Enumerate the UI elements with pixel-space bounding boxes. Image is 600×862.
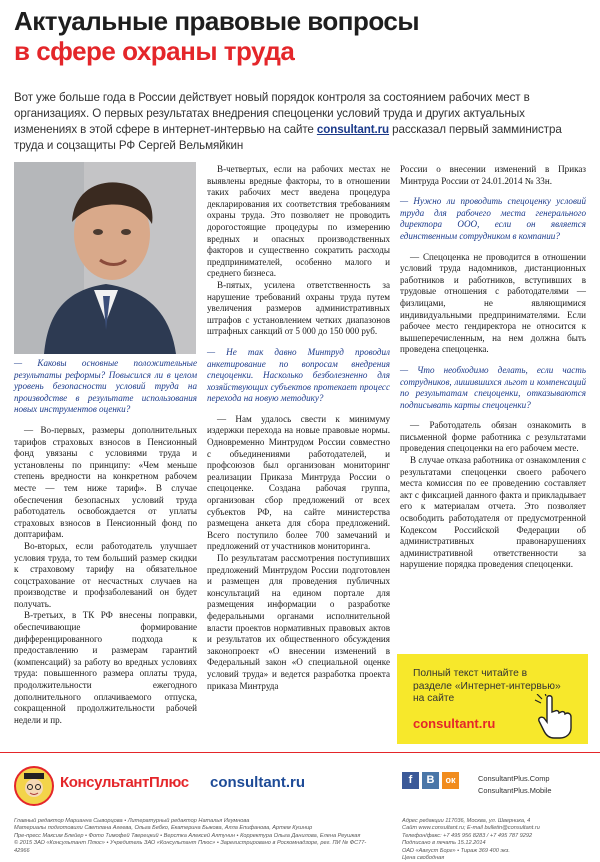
lead-text: Вот уже больше года в России действует новый порядок контроля за состоянием рабочих мест в организациях. О первых результатах внедрения спецоценки условий труда и других актуальных изменениях в этой сфере в интернет-интервью на сайте	[14, 91, 530, 136]
promo-link[interactable]: consultant.ru	[413, 716, 496, 731]
contact-line: Цена свободная	[402, 855, 445, 862]
brand-name: КонсультантПлюс	[60, 774, 189, 791]
answer-paragraph: В-третьих, в ТК РФ внесены поправки, обеспечивающие формирование дифференцированного подхода к предоставлению и размерам гарантий (компенсаций) за работу во вредных условиях труда: повышенного размера оплаты труда, продолжительности ежегодного дополнительного оплачиваемого отпуска, сокращенной продолжительности рабочей недели и пр.	[14, 610, 197, 725]
odnoklassniki-icon[interactable]: ок	[442, 772, 459, 789]
interviewee-photo	[14, 162, 196, 354]
question-1: — Каковы основные положительные результаты реформы? Повысился ли в целом уровень безопасности условий труда на производстве в результате использования новых инструментов оценки?	[14, 358, 197, 415]
question-3: — Нужно ли проводить спецоценку условий труда для рабочего места генерального директора ООО, если он является единственным сотрудником в компании?	[400, 196, 586, 241]
column-2	[207, 164, 390, 692]
answer-paragraph: Во-вторых, если работодатель улучшает условия труда, то тем больший размер скидки к страховому тарифу на обязательное соцстрахование от несчастных случаев на производстве и профзаболеваний он будет получать.	[14, 540, 197, 609]
continued-paragraph: России о внесении изменений в Приказ Минтруда России от 24.01.2014 № 33н.	[400, 164, 586, 186]
title-line-1: Актуальные правовые вопросы	[14, 6, 420, 36]
editorial-contacts	[402, 818, 594, 862]
consultant-mascot-icon	[14, 766, 54, 806]
title-line-2: в сфере охраны труда	[14, 36, 295, 66]
credit-line: Материалы подготовили Светлана Агеева, Ольга Бебко, Екатерина Быкова, Алла Епифанова, Артем Кушнир	[14, 825, 313, 832]
answer-paragraph: — Спецоценка не проводится в отношении условий труда надомников, дистанционных работников и работников, вступивших в трудовые отношения с работодателями — физлицами, не являющимися индивидуальными предпринимателями. Если рабочее место гендиректора не относится к вышеперечисленным, на нем должна быть проведена спецоценка.	[400, 251, 586, 355]
answer-paragraph: — Во-первых, размеры дополнительных тарифов страховых взносов в Пенсионный фонд увязаны с условиями труда и установлены по принципу: «Чем меньше степень вредности на конкретном рабочем месте — тем ниже тариф». В случае обеспечения безопасных условий труда работодатель освобождается от уплаты страховых взносов в Пенсионный фонд по доптарифам.	[14, 424, 197, 540]
contact-line: ОАО «Август Борг» • Тираж 369 400 экз.	[402, 847, 510, 854]
hand-cursor-icon	[533, 694, 581, 740]
promo-text: Полный текст читайте в разделе «Интернет-интервью» на сайте	[413, 668, 561, 704]
answer-paragraph: По результатам рассмотрения поступивших предложений Минтрудом России подготовлен и размещен для проведения публичных консультаций на едином портале для размещения информации о разработке федеральными органами исполнительной власти проектов нормативных правовых актов и результатов их общественного обсуждения законопроект «О внесении изменений в Федеральный закон «О специальной оценке условий труда» и ведется разработка проекта приказа Минтруда	[207, 553, 390, 691]
facebook-icon[interactable]: f	[402, 772, 419, 789]
answer-paragraph: В-пятых, усилена ответственность за нарушение требований охраны труда путем увеличения размеров административных штрафов с установлением четких диапазонов штрафных санкций от 5 000 до 150 000 руб.	[207, 279, 390, 337]
credit-line: © 2015 ЗАО «Консультант Плюс» • Учредитель ЗАО «Консультант Плюс» • Зарегистрировано в Роскомнадзоре, рег. ПИ № ФС77-42966	[14, 840, 367, 854]
credit-line: Главный редактор Марианна Сыворцова • Литературный редактор Наталья Игумнова	[14, 818, 250, 824]
lead-link[interactable]: consultant.ru	[316, 123, 390, 136]
footer-divider	[0, 752, 600, 753]
contact-line: Адрес редакции 117036, Москва, ул. Шверника, 4	[402, 818, 531, 824]
answer-paragraph: — Работодатель обязан ознакомить в письменной форме работника с результатами проведения спецоценки на его рабочем месте.	[400, 420, 586, 454]
lead-paragraph	[14, 90, 586, 154]
answer-paragraph: — Нам удалось свести к минимуму издержки перехода на новые правовые нормы. Одновременно Минтрудом России совместно с объединениями работодателей, и профсоюзов был организован мониторинг реализации Приказа Минтруда России о спецоценке. Создана рабочая группа, организован сбор предложений от всех субъектов РФ, на сайте министерства размещена анкета для сбора предложений. Всего поступило более 700 замечаний и предложений от участников мониторинга.	[207, 413, 390, 552]
contact-line: Подписано в печать 15.12.2014	[402, 840, 486, 847]
answer-paragraph: В случае отказа работника от ознакомления с результатами спецоценки своего рабочего места комиссия по ее проведению составляет акт с фиксацией данного факта и прикладывает его к материалам отчета. Это позволяет освободить работодателя от предусмотренной Кодексом Российской Федерации об административных правонарушениях административной ответственности за нарушение порядка проведения спецоценки.	[400, 455, 586, 570]
vkontakte-icon[interactable]: B	[422, 772, 439, 789]
editorial-credits	[14, 818, 374, 855]
promo-box[interactable]	[397, 654, 588, 744]
contact-line: Сайт www.consultant.ru; E-mail bulletin@consultant.ru	[402, 825, 540, 832]
credit-line: Пре-пресс Максим Блейер • Фото Тимофей Тверецкий • Верстка Алексей Алтунин • Корректура Ольга Данилова, Елена Реушкая	[14, 832, 361, 839]
lead-text-end: рассказал первый замминистра труда и соцзащиты РФ Сергей Вельмяйкин	[14, 123, 562, 152]
social-site-2[interactable]: ConsultantPlus.Mobile	[478, 786, 552, 795]
brand-site-link[interactable]: consultant.ru	[210, 774, 306, 791]
column-1	[14, 358, 197, 726]
question-4: — Что необходимо делать, если часть сотрудников, лишившихся льгот и компенсаций по результатам спецоценки, отказываются подписывать карты спецоценки?	[400, 364, 586, 410]
contact-line: Телефон/факс: +7 495 956 8283 / +7 495 787 9292	[402, 832, 533, 839]
social-site-1[interactable]: ConsultantPlus.Comp	[478, 774, 550, 783]
question-2: — Не так давно Минтруд проводил анкетирование по вопросам внедрения спецоценки. Насколько безболезненно для хозяйствующих субъектов протекает процесс перехода на новую методику?	[207, 346, 390, 404]
article-title	[14, 6, 594, 66]
column-3	[400, 164, 586, 571]
answer-paragraph: В-четвертых, если на рабочих местах не выявлены вредные факторы, то в отношении таких рабочих мест введена процедура декларирования их соответствия требованиям охраны труда. Это позволяет не проводить дорогостоящие процедуры по измерению вредных и опасных производственных факторов и существенно сократить расходы предпринимателей, особенно малого и среднего бизнеса.	[207, 164, 390, 279]
